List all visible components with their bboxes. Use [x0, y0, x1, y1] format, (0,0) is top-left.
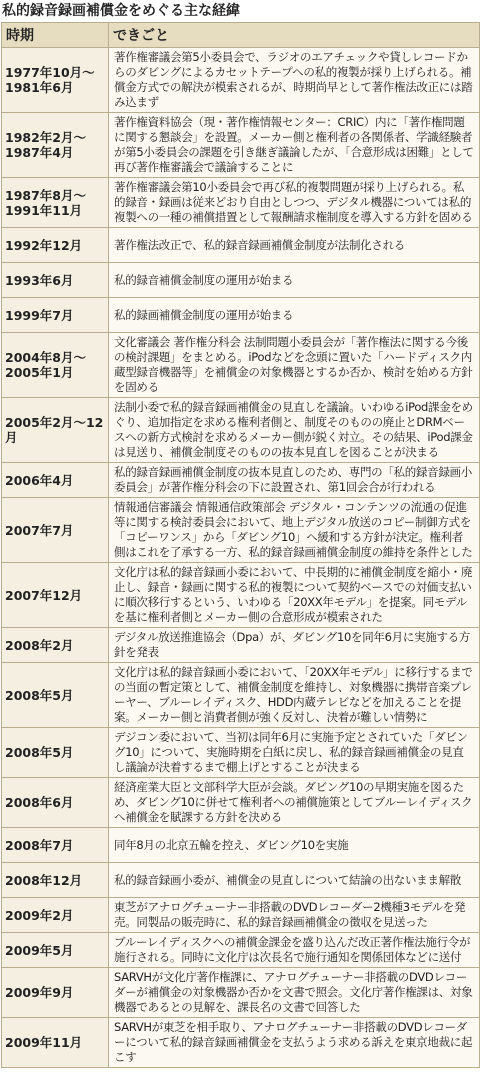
table-row [2, 728, 480, 778]
table-row [2, 298, 480, 333]
row-date: 2008年12月 [2, 863, 109, 898]
row-event: デジコン委において、当初は同年6月に実施予定とされていた「ダビング10」について、実施時期を白紙に戻し、私的録音録画補償金の見直し議論が決着するまで棚上げとすることが決まる [109, 728, 480, 778]
row-event: 情報通信審議会 情報通信政策部会 デジタル・コンテンツの流通の促進等に関する検討委員会において、地上デジタル放送のコピー制御方式を「コピーワンス」から「ダビング10」へ緩和する方針が決定。権利者側はこれを了承する一方、私的録音録画補償金制度の維持を条件とした [109, 498, 480, 563]
row-event: SARVHが文化庁著作権課に、アナログチューナー非搭載のDVDレコーダーが補償金の対象機器か否かを文書で照会。文化庁著作権課は、対象機器であるとの見解を、課長名の文書で回答した [109, 968, 480, 1018]
row-date: 1982年2月〜1987年4月 [2, 113, 109, 178]
row-event: 著作権審議会第5小委員会で、ラジオのエアチェックや貸しレコードからのダビングによるカセットテープへの私的複製が採り上げられる。補償金方式での解決が模索されるが、時期尚早として著作権法改正には踏み込まず [109, 48, 480, 113]
row-event: 著作権審議会第10小委員会で再び私的複製問題が採り上げられる。私的録音・録画は従来どおり自由としつつ、デジタル機器については私的複製への一種の補償措置として報酬請求権制度を導入する方針を固める [109, 178, 480, 228]
row-date: 2004年8月〜2005年1月 [2, 333, 109, 398]
row-date: 2009年2月 [2, 898, 109, 933]
row-event: 文化庁は私的録音録画小委において、中長期的に補償金制度を縮小・廃止し、録音・録画に関する私的複製について契約ベースでの対価支払いに順次移行するという、いわゆる「20XX年モデル」を提案。同モデルを基に権利者側とメーカー側の合意形成が模索された [109, 563, 480, 628]
row-date: 2007年7月 [2, 498, 109, 563]
row-event: SARVHが東芝を相手取り、アナログチューナー非搭載のDVDレコーダーについて私的録音録画補償金を支払うよう求める訴えを東京地裁に起こす [109, 1018, 480, 1068]
row-date: 2009年9月 [2, 968, 109, 1018]
row-date: 1999年7月 [2, 298, 109, 333]
table-row [2, 663, 480, 728]
row-date: 2005年2月〜12月 [2, 398, 109, 463]
table-row [2, 778, 480, 828]
table-row [2, 563, 480, 628]
row-event: 著作権資料協会（現・著作権情報センター：CRIC）内に「著作権問題に関する懇談会」を設置。メーカー側と権利者の各関係者、学識経験者が第5小委員会の課題を引き継ぎ議論したが、「合意形成は困難」として再び著作権審議会で議論することに [109, 113, 480, 178]
table-row [2, 113, 480, 178]
column-header-date: 時期 [2, 23, 109, 48]
table-row [2, 48, 480, 113]
row-event: デジタル放送推進協会（Dpa）が、ダビング10を同年6月に実施する方針を発表 [109, 628, 480, 663]
row-event: 法制小委で私的録音録画補償金の見直しを議論。いわゆるiPod課金をめぐり、追加指定を求める権利者側と、制度そのものの廃止とDRMベースへの新方式検討を求めるメーカー側が鋭く対立。その結果、iPod課金は見送り、補償金制度そのものの抜本見直しを図ることが決まる [109, 398, 480, 463]
row-event: ブルーレイディスクへの補償金課金を盛り込んだ改正著作権法施行令が施行される。同時に文化庁は次長名で施行通知を関係団体などに送付 [109, 933, 480, 968]
table-row [2, 498, 480, 563]
row-event: 私的録音補償金制度の運用が始まる [109, 263, 480, 298]
timeline-table [1, 22, 480, 1068]
row-event: 著作権法改正で、私的録音録画補償金制度が法制化される [109, 228, 480, 263]
row-date: 2008年5月 [2, 663, 109, 728]
table-row [2, 828, 480, 863]
table-row [2, 398, 480, 463]
column-header-event: できごと [109, 23, 480, 48]
table-row [2, 1018, 480, 1068]
row-date: 2008年2月 [2, 628, 109, 663]
row-event: 東芝がアナログチューナー非搭載のDVDレコーダー2機種3モデルを発売。同製品の販売時に、私的録音録画補償金の徴収を見送った [109, 898, 480, 933]
row-date: 2008年5月 [2, 728, 109, 778]
table-row [2, 933, 480, 968]
table-row [2, 463, 480, 498]
table-header-row [2, 23, 480, 48]
table-row [2, 263, 480, 298]
row-date: 2008年7月 [2, 828, 109, 863]
table-row [2, 228, 480, 263]
row-event: 文化審議会 著作権分科会 法制問題小委員会が「著作権法に関する今後の検討課題」をまとめる。iPodなどを念頭に置いた「ハードディスク内蔵型録音機器等」を補償金の対象機器とするか否か、検討を始める方針を固める [109, 333, 480, 398]
row-date: 2009年11月 [2, 1018, 109, 1068]
row-event: 私的録画補償金制度の運用が始まる [109, 298, 480, 333]
table-row [2, 968, 480, 1018]
row-date: 1987年8月〜1991年11月 [2, 178, 109, 228]
row-event: 私的録音録画補償金制度の抜本見直しのため、専門の「私的録音録画小委員会」が著作権分科会の下に設置され、第1回会合が行われる [109, 463, 480, 498]
row-date: 1992年12月 [2, 228, 109, 263]
table-row [2, 628, 480, 663]
row-date: 2006年4月 [2, 463, 109, 498]
row-date: 2007年12月 [2, 563, 109, 628]
row-date: 2008年6月 [2, 778, 109, 828]
table-row [2, 333, 480, 398]
row-event: 文化庁は私的録音録画小委において、「20XX年モデル」に移行するまでの当面の暫定策として、補償金制度を維持し、対象機器に携帯音楽プレーヤー、ブルーレイディスク、HDD内蔵テレビなどを加えることを提案。メーカー側と消費者側が強く反対し、決着が難しい情勢に [109, 663, 480, 728]
row-event: 私的録音録画小委が、補償金の見直しについて結論の出ないまま解散 [109, 863, 480, 898]
row-event: 同年8月の北京五輪を控え、ダビング10を実施 [109, 828, 480, 863]
row-date: 2009年5月 [2, 933, 109, 968]
row-date: 1993年6月 [2, 263, 109, 298]
table-row [2, 898, 480, 933]
page-title: 私的録音録画補償金をめぐる主な経緯 [2, 3, 240, 19]
row-date: 1977年10月〜1981年6月 [2, 48, 109, 113]
row-event: 経済産業大臣と文部科学大臣が会談。ダビング10の早期実施を図るため、ダビング10に併せて権利者への補償施策としてブルーレイディスクへ補償金を賦課する方針を決める [109, 778, 480, 828]
table-row [2, 178, 480, 228]
table-row [2, 863, 480, 898]
